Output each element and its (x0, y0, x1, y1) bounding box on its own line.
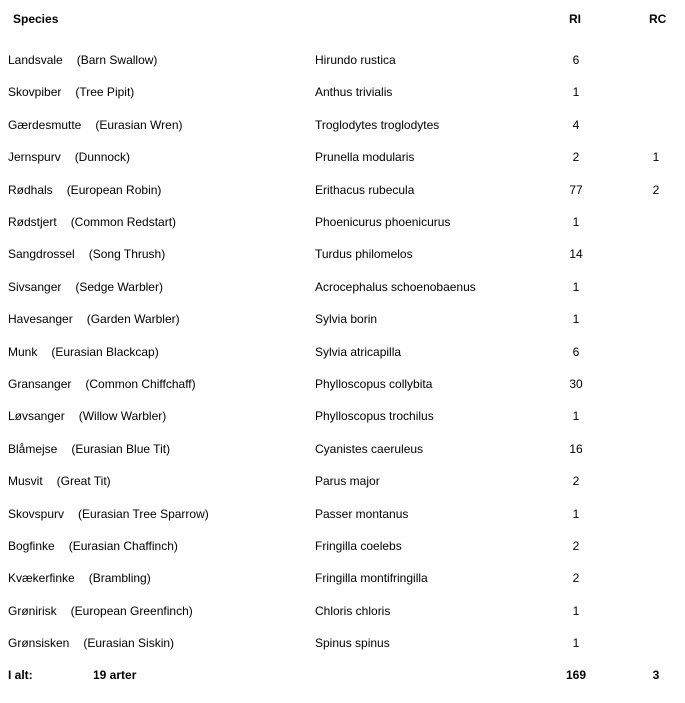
danish-name: Rødstjert (8, 215, 57, 229)
latin-name: Fringilla coelebs (315, 539, 402, 553)
ri-value: 2 (572, 474, 580, 488)
danish-name: Musvit (8, 474, 43, 488)
danish-name: Sangdrossel (8, 247, 75, 261)
rc-value: 1 (652, 150, 660, 164)
latin-name: Turdus philomelos (315, 247, 413, 261)
danish-name: Bogfinke (8, 539, 55, 553)
species-name (8, 603, 193, 619)
latin-name: Phylloscopus trochilus (315, 409, 434, 423)
danish-name: Rødhals (8, 183, 53, 197)
latin-name: Erithacus rubecula (315, 183, 415, 197)
danish-name: Skovspurv (8, 507, 65, 521)
ri-value: 1 (572, 312, 580, 326)
ri-value: 2 (572, 539, 580, 553)
table-row (0, 246, 685, 262)
english-name: (European Greenfinch) (70, 604, 193, 618)
species-name (8, 570, 151, 586)
ri-value: 1 (572, 85, 580, 99)
danish-name: Blåmejse (8, 442, 58, 456)
table-row (0, 182, 685, 198)
danish-name: Løvsanger (8, 409, 65, 423)
table-row (0, 279, 685, 295)
latin-name: Acrocephalus schoenobaenus (315, 280, 476, 294)
danish-name: Landsvale (8, 53, 63, 67)
english-name: (Sedge Warbler) (75, 280, 163, 294)
table-row (0, 149, 685, 165)
table-row (0, 603, 685, 619)
ri-value: 6 (572, 53, 580, 67)
species-name (8, 279, 163, 295)
english-name: (Eurasian Chaffinch) (68, 539, 178, 553)
english-name: (Eurasian Siskin) (83, 636, 175, 650)
english-name: (Song Thrush) (88, 247, 166, 261)
species-name (8, 538, 178, 554)
english-name: (Barn Swallow) (76, 53, 158, 67)
header-species: Species (13, 12, 59, 26)
latin-name: Cyanistes caeruleus (315, 442, 424, 456)
english-name: (Great Tit) (56, 474, 111, 488)
danish-name: Grønirisk (8, 604, 57, 618)
species-name (8, 441, 170, 457)
latin-name: Phoenicurus phoenicurus (315, 215, 451, 229)
table-row (0, 52, 685, 68)
ri-value: 2 (572, 150, 580, 164)
ri-value: 4 (572, 118, 580, 132)
english-name: (Common Chiffchaff) (85, 377, 196, 391)
table-row (0, 570, 685, 586)
table-row (0, 506, 685, 522)
latin-name: Prunella modularis (315, 150, 415, 164)
english-name: (Brambling) (88, 571, 151, 585)
ri-value: 1 (572, 604, 580, 618)
header-ri: RI (569, 12, 581, 26)
ri-value: 30 (569, 377, 583, 391)
latin-name: Sylvia atricapilla (315, 345, 402, 359)
ri-value: 1 (572, 280, 580, 294)
latin-name: Sylvia borin (315, 312, 378, 326)
species-name (8, 117, 183, 133)
species-name (8, 376, 196, 392)
ri-value: 2 (572, 571, 580, 585)
danish-name: Gærdesmutte (8, 118, 82, 132)
species-name (8, 344, 159, 360)
danish-name: Gransanger (8, 377, 72, 391)
latin-name: Hirundo rustica (315, 53, 396, 67)
table-row (0, 117, 685, 133)
table-row (0, 441, 685, 457)
latin-name: Anthus trivialis (315, 85, 393, 99)
species-name (8, 52, 157, 68)
species-name (8, 84, 134, 100)
latin-name: Chloris chloris (315, 604, 391, 618)
latin-name: Parus major (315, 474, 380, 488)
latin-name: Troglodytes troglodytes (315, 118, 440, 132)
danish-name: Havesanger (8, 312, 73, 326)
english-name: (Eurasian Tree Sparrow) (78, 507, 209, 521)
table-row (0, 538, 685, 554)
english-name: (Tree Pipit) (75, 85, 135, 99)
english-name: (Willow Warbler) (78, 409, 167, 423)
header-rc: RC (649, 12, 667, 26)
english-name: (Eurasian Blue Tit) (71, 442, 171, 456)
total-label: I alt: (8, 668, 33, 682)
table-row (0, 84, 685, 100)
total-species-count: 19 arter (93, 668, 137, 682)
english-name: (Common Redstart) (70, 215, 177, 229)
species-name (8, 311, 180, 327)
english-name: (Eurasian Wren) (95, 118, 183, 132)
species-name (8, 473, 111, 489)
species-name (8, 408, 166, 424)
table-row (0, 311, 685, 327)
english-name: (European Robin) (66, 183, 162, 197)
table-row (0, 473, 685, 489)
danish-name: Jernspurv (8, 150, 61, 164)
danish-name: Munk (8, 345, 38, 359)
table-row (0, 344, 685, 360)
species-name (8, 246, 165, 262)
table-row (0, 408, 685, 424)
latin-name: Phylloscopus collybita (315, 377, 433, 391)
total-row (0, 667, 685, 683)
danish-name: Skovpiber (8, 85, 62, 99)
species-name (8, 635, 174, 651)
danish-name: Grønsisken (8, 636, 70, 650)
rc-value: 2 (652, 183, 660, 197)
danish-name: Sivsanger (8, 280, 62, 294)
latin-name: Passer montanus (315, 507, 409, 521)
ri-value: 16 (569, 442, 583, 456)
english-name: (Garden Warbler) (86, 312, 180, 326)
ri-value: 1 (572, 636, 580, 650)
total-rc: 3 (652, 668, 660, 682)
species-name (8, 506, 209, 522)
species-name (8, 182, 161, 198)
english-name: (Dunnock) (74, 150, 131, 164)
table-row (0, 376, 685, 392)
english-name: (Eurasian Blackcap) (51, 345, 159, 359)
ri-value: 1 (572, 409, 580, 423)
table-row (0, 214, 685, 230)
species-name (8, 149, 130, 165)
ri-value: 14 (569, 247, 583, 261)
ri-value: 6 (572, 345, 580, 359)
total-ri: 169 (565, 668, 587, 682)
ri-value: 77 (569, 183, 583, 197)
ri-value: 1 (572, 507, 580, 521)
ri-value: 1 (572, 215, 580, 229)
latin-name: Fringilla montifringilla (315, 571, 428, 585)
table-row (0, 635, 685, 651)
latin-name: Spinus spinus (315, 636, 390, 650)
species-name (8, 214, 176, 230)
danish-name: Kvækerfinke (8, 571, 75, 585)
